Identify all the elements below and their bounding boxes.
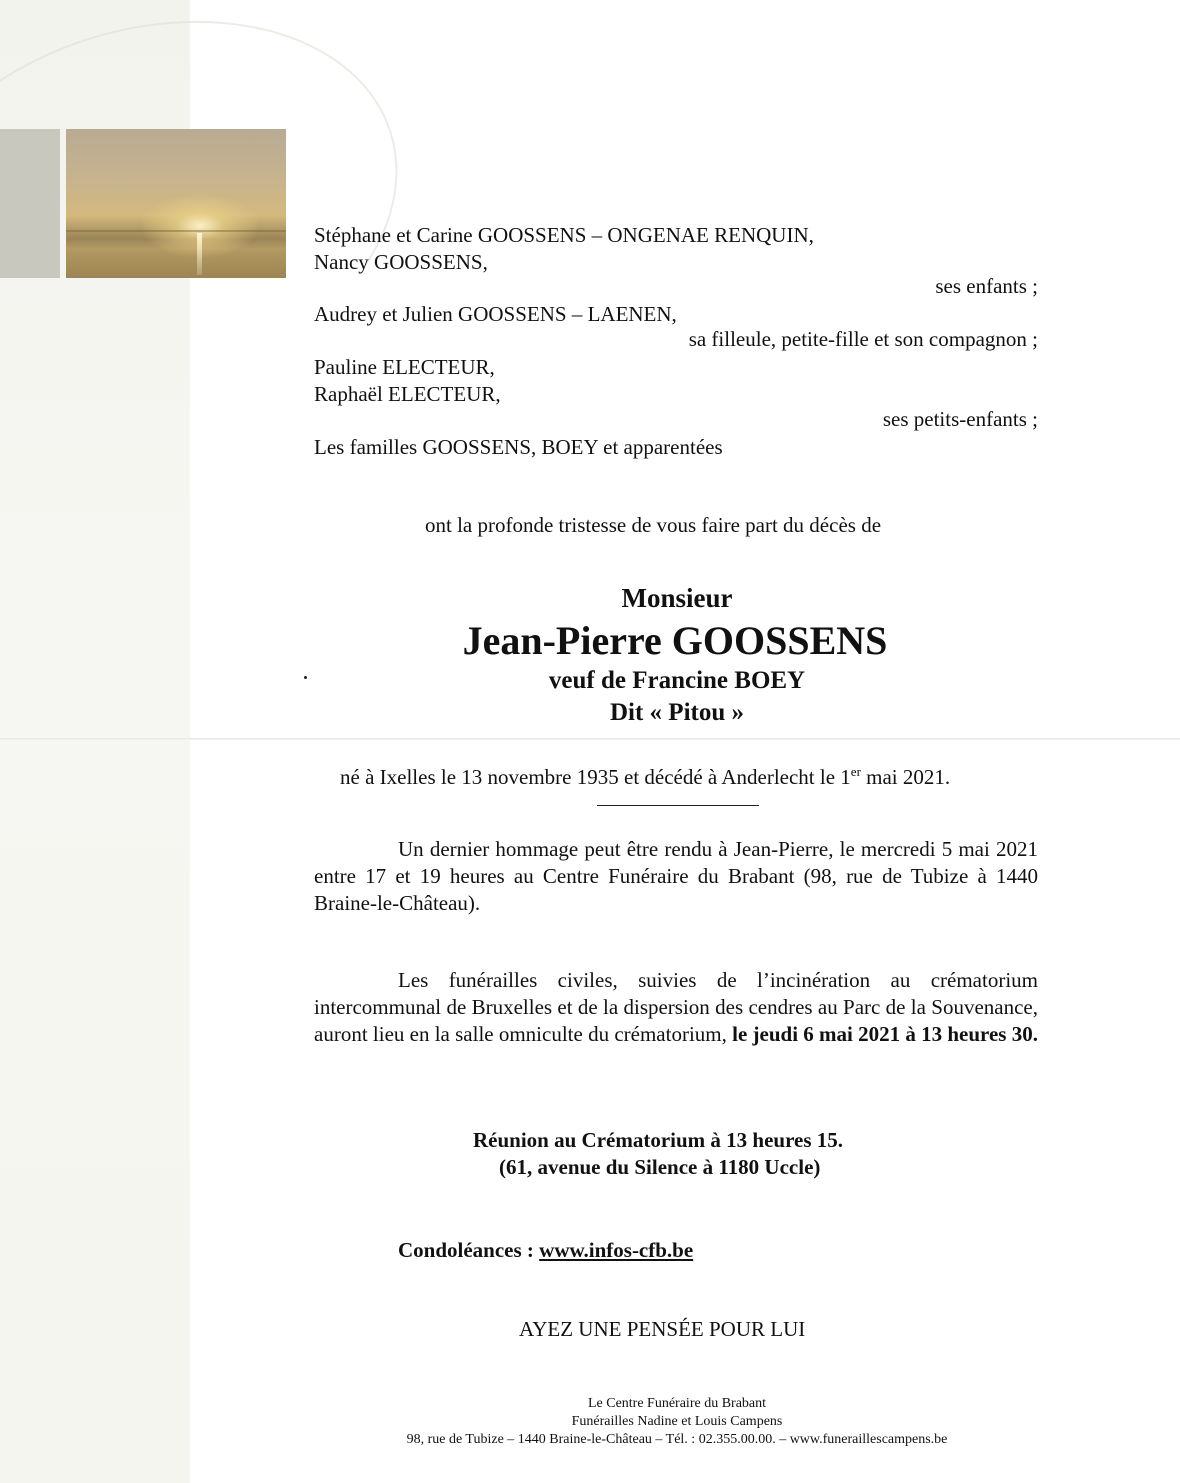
meeting-line-1: Réunion au Crématorium à 13 heures 15. — [473, 1128, 844, 1152]
tribute-paragraph — [314, 836, 1038, 917]
condolences-link[interactable]: www.infos-cfb.be — [539, 1238, 694, 1262]
dates-superscript: er — [850, 764, 861, 779]
family-relation: sa filleule, petite-fille et son compagnon ; — [688, 327, 1038, 351]
deceased-nickname: Dit « Pitou » — [609, 699, 745, 726]
sun-reflection — [197, 233, 202, 275]
deceased-name: Jean-Pierre GOOSSENS — [462, 618, 888, 663]
family-relation: ses petits-enfants ; — [882, 407, 1038, 431]
separator-rule — [597, 805, 759, 806]
birth-death-dates — [340, 759, 950, 790]
footer-company: Le Centre Funéraire du Brabant — [587, 1396, 767, 1411]
closing-text: AYEZ UNE PENSÉE POUR LUI — [519, 1317, 806, 1341]
tribute-text: Un dernier hommage peut être rendu à Jean-Pierre, le mercredi 5 mai 2021 entre 17 et 19 heures au Centre Funéraire du Brabant (98, rue de Tubize à 1440 Braine-le-Château). — [314, 837, 1038, 915]
family-line: Raphaël ELECTEUR, — [314, 382, 501, 406]
condolences-line — [398, 1237, 693, 1263]
announcement-text: ont la profonde tristesse de vous faire part du décès de — [425, 513, 882, 537]
footer-address: 98, rue de Tubize – 1440 Braine-le-Château – Tél. : 02.355.00.00. – www.funeraillescampens.be — [406, 1432, 948, 1447]
family-line: Stéphane et Carine GOOSSENS – ONGENAE RENQUIN, — [314, 223, 814, 247]
deceased-widower: veuf de Francine BOEY — [548, 667, 806, 694]
footer-company-sub: Funérailles Nadine et Louis Campens — [571, 1414, 783, 1429]
family-relation: ses enfants ; — [935, 274, 1038, 298]
sunset-over-sea-photo — [66, 129, 286, 278]
funeral-date-time: le jeudi 6 mai 2021 à 13 heures 30. — [732, 1022, 1038, 1046]
deceased-title: Monsieur — [621, 583, 733, 613]
family-line: Audrey et Julien GOOSSENS – LAENEN, — [314, 302, 677, 326]
dates-suffix: mai 2021. — [860, 765, 951, 789]
grey-decorative-block — [0, 129, 60, 278]
dates-prefix: né à Ixelles le 13 novembre 1935 et décédé à Anderlecht le 1 — [340, 765, 851, 789]
horizon-line — [66, 230, 286, 232]
family-line: Nancy GOOSSENS, — [314, 250, 488, 274]
family-line: Pauline ELECTEUR, — [314, 355, 495, 379]
paper-fold-line — [0, 738, 1180, 740]
meeting-address: (61, avenue du Silence à 1180 Uccle) — [499, 1155, 821, 1179]
funeral-paragraph — [314, 967, 1038, 1048]
stray-dot-mark — [304, 676, 307, 679]
condolences-label: Condoléances : — [398, 1238, 540, 1262]
funeral-text: Les funérailles civiles, suivies de l’incinération au crématorium intercommunal de Bruxelles et de la dispersion des cendres au Parc de la Souvenance, auront lieu en la salle omniculte du crématorium, — [314, 968, 1038, 1046]
family-line: Les familles GOOSSENS, BOEY et apparentées — [314, 435, 723, 459]
